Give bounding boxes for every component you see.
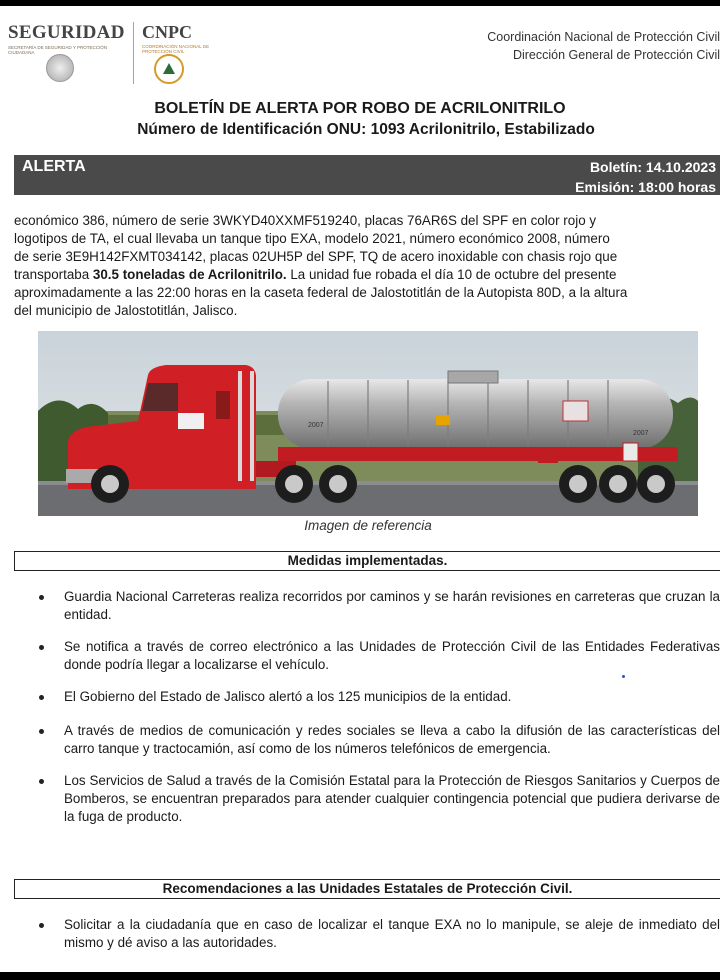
body-line: económico 386, número de serie 3WKYD40XXMF519240, placas 76AR6S del SPF en color rojo y (14, 213, 597, 228)
seguridad-wordmark: SEGURIDAD (8, 22, 125, 43)
bullet-icon (39, 645, 44, 650)
org-line-2: Dirección General de Protección Civil (512, 48, 720, 62)
body-text: La unidad fue robada el día 10 de octubre del presente (286, 267, 617, 282)
bullet-icon (39, 779, 44, 784)
reference-truck-image (38, 331, 698, 516)
organization-lines (487, 28, 720, 64)
list-item (0, 688, 720, 706)
cnpc-logo (142, 22, 222, 54)
bulletin-subtitle: Número de Identificación ONU: 1093 Acrilonitrilo, Estabilizado (137, 121, 595, 138)
list-item (0, 722, 720, 758)
list-item (0, 916, 720, 952)
bullet-icon (39, 923, 44, 928)
cnpc-subtitle: COORDINACIÓN NACIONAL DE PROTECCIÓN CIVIL (142, 44, 210, 54)
measures-list (0, 588, 720, 826)
list-item-text: A través de medios de comunicación y redes sociales se lleva a cabo la difusión de las características del carro tanque y tractocamión, así como de los números telefónicos de emergencia. (64, 723, 720, 756)
tank-number: 2007 (308, 422, 324, 429)
list-item (0, 588, 720, 624)
list-item-text: El Gobierno del Estado de Jalisco alertó a los 125 municipios de la entidad. (64, 689, 512, 704)
body-line: de serie 3E9H142FXMT034142, placas 02UH5P del SPF, TQ de acero inoxidable con chasis rojo que (14, 249, 618, 264)
tank-number: 2007 (633, 430, 649, 437)
body-line: logotipos de TA, el cual llevaba un tanque tipo EXA, modelo 2021, número económico 2008, número (14, 231, 610, 246)
measures-heading: Medidas implementadas. (14, 551, 720, 571)
bottom-border (0, 972, 720, 980)
bulletin-title: BOLETÍN DE ALERTA POR ROBO DE ACRILONITRILO (154, 100, 566, 117)
bulletin-date: Boletín: 14.10.2023 (589, 159, 716, 175)
body-text: transportaba (14, 267, 93, 282)
alert-info (575, 157, 716, 197)
cargo-amount: 30.5 toneladas de Acrilonitrilo. (92, 267, 287, 282)
body-line: aproximadamente a las 22:00 horas en la caseta federal de Jalostotitlán de la Autopista 80D, a la altura (14, 285, 628, 300)
org-line-1: Coordinación Nacional de Protección Civil (487, 30, 720, 44)
image-caption: Imagen de referencia (304, 518, 432, 533)
list-item-text: Se notifica a través de correo electrónico a las Unidades de Protección Civil de las Entidades Federativas donde podría llegar a localizarse el vehículo. (64, 639, 720, 672)
body-line: del municipio de Jalostotitlán, Jalisco. (14, 303, 238, 318)
bullet-icon (39, 695, 44, 700)
stray-mark (622, 675, 625, 678)
list-item (0, 772, 720, 826)
incident-description (14, 212, 720, 320)
list-item-text: Los Servicios de Salud a través de la Comisión Estatal para la Protección de Riesgos Sanitarios y Cuerpos de Bomberos, se encuentran preparados para atender cualquier contingencia potencial que pudiera derivarse de la fuga de producto. (64, 773, 720, 824)
civil-protection-emblem-icon (154, 54, 184, 84)
truck-illustration (38, 331, 698, 516)
body-line (14, 266, 720, 284)
recommendations-list (0, 916, 720, 952)
list-item (0, 638, 720, 674)
emission-time: Emisión: 18:00 horas (575, 179, 716, 195)
seguridad-logo (8, 22, 130, 55)
top-border (0, 0, 720, 6)
cnpc-wordmark: CNPC (142, 22, 192, 42)
national-seal-icon (46, 54, 74, 82)
alert-banner (14, 155, 720, 195)
bullet-icon (39, 729, 44, 734)
list-item-text: Solicitar a la ciudadanía que en caso de localizar el tanque EXA no lo manipule, se aleje de inmediato del mismo y dé aviso a las autoridades. (64, 917, 720, 950)
logo-divider (133, 22, 134, 84)
list-item-text: Guardia Nacional Carreteras realiza recorridos por caminos y se harán revisiones en carreteras que cruzan la entidad. (64, 589, 720, 622)
document-header (0, 10, 720, 90)
recommendations-heading: Recomendaciones a las Unidades Estatales de Protección Civil. (14, 879, 720, 899)
alert-label: ALERTA (22, 158, 86, 175)
seguridad-subtitle: SECRETARÍA DE SEGURIDAD Y PROTECCIÓN CIUDADANA (8, 45, 108, 55)
bullet-icon (39, 595, 44, 600)
